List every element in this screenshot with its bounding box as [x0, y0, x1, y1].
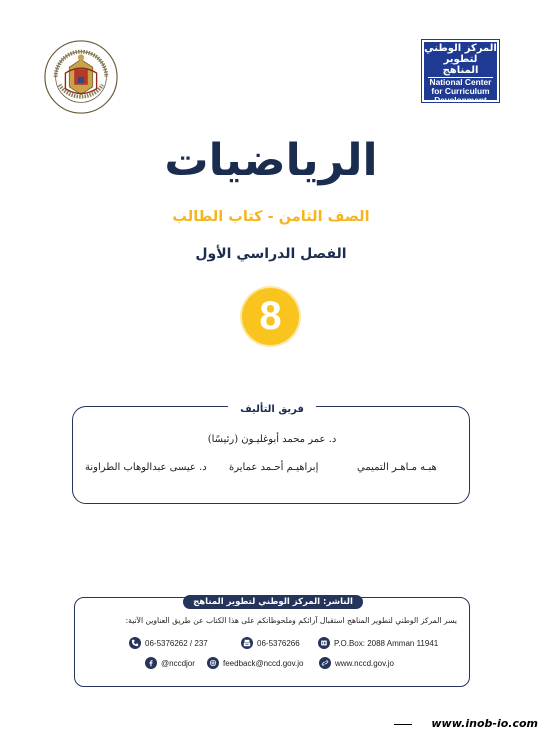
contact-fax: [241, 636, 300, 650]
contact-facebook[interactable]: [145, 656, 195, 670]
contact-row-1: [75, 636, 471, 652]
authoring-team-heading-wrap: [73, 397, 471, 416]
nccd-logo-arabic-line2: لتطوير المناهج: [428, 54, 493, 78]
facebook-icon: [145, 657, 157, 669]
semester-label: الفصل الدراسي الأول: [195, 246, 347, 262]
at-sign-icon: [207, 657, 219, 669]
nccd-logo-arabic-line1: المركز الوطني: [424, 43, 497, 54]
website-url: www.nccd.gov.jo: [335, 658, 394, 668]
lead-author: د. عمر محمد أبوغليـون (رئيسًا): [207, 434, 337, 445]
contact-row-2: [75, 656, 471, 672]
grade-badge: [242, 288, 299, 345]
contact-website[interactable]: [319, 656, 394, 670]
nccd-logo: [422, 40, 499, 105]
facebook-handle: @nccdjor: [161, 658, 195, 668]
phone-number: 06-5376262 / 237: [145, 638, 208, 648]
authors-row: [73, 462, 471, 478]
book-subtitle: الصف الثامن - كتاب الطالب: [172, 209, 370, 225]
publisher-intro: يسر المركز الوطني لتطوير المناهج استقبال آرائكم وملحوظاتكم على هذا الكتاب عن طريق العناوين الآتية:: [125, 616, 457, 625]
publisher-heading-wrap: [75, 589, 471, 609]
ministry-emblem: [42, 38, 120, 116]
mailbox-icon: [318, 637, 330, 649]
coat-of-arms-icon: [42, 38, 120, 116]
fax-icon: [241, 637, 253, 649]
authoring-team-box: [72, 406, 470, 504]
nccd-logo-english-line1: National Center: [429, 77, 492, 87]
contact-pobox: [318, 636, 438, 650]
contact-email[interactable]: [207, 656, 303, 670]
link-icon: [319, 657, 331, 669]
nccd-logo-english-line2: for Curriculum: [431, 86, 490, 96]
pobox-text: P.O.Box: 2088 Amman 11941: [334, 638, 439, 648]
author-name: إبراهيـم أحـمد عمايرة: [229, 462, 319, 473]
fax-number: 06-5376266: [257, 638, 300, 648]
author-name: هبـه مـاهـر التميمي: [357, 462, 437, 473]
footer-watermark: www.inob-io.com: [431, 717, 538, 730]
nccd-logo-english-line3: Development: [434, 95, 487, 105]
footer-divider: [394, 724, 412, 725]
grade-number: 8: [259, 294, 282, 338]
book-title: الرياضيات: [164, 135, 378, 186]
publisher-box: [74, 597, 470, 687]
publisher-heading: الناشر: المركز الوطني لتطوير المناهج: [183, 595, 363, 609]
contact-phone: [129, 636, 208, 650]
authoring-team-heading: فريق التأليف: [228, 404, 316, 415]
author-name: د. عيسى عبدالوهاب الطراونة: [85, 462, 207, 473]
email-address: feedback@nccd.gov.jo: [223, 658, 304, 668]
phone-icon: [129, 637, 141, 649]
